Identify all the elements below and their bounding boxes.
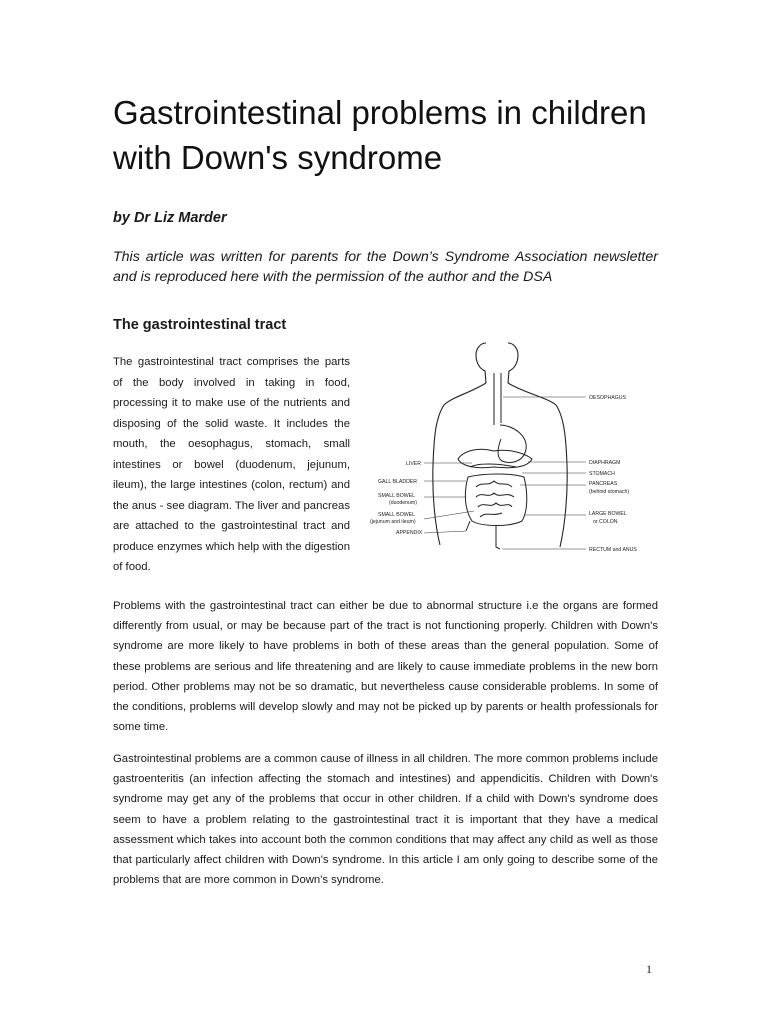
author-byline: by Dr Liz Marder [113,210,227,226]
body-outline [433,343,567,547]
label-diaphragm: DIAPHRAGM [589,460,621,466]
label-stomach: STOMACH [589,471,615,477]
intro-note: This article was written for parents for the Down’s Syndrome Association newsletter and is reproduced here with the permission of the author and the DSA [113,249,658,285]
tract-paragraph: The gastrointestinal tract comprises the parts of the body involved in taking in food, processing it to make use of the nutrients and disposing of the solid waste. It includes the mouth, the oesophagus, stomach, small intestines or bowel (duodenum, jejunum, ileum), the large intestines (colon, rectum) and the anus - see diagram. The liver and pancreas are attached to the gastrointestinal tract and produce enzymes which help with the digestion of food. [113,356,350,573]
label-oesophagus: OESOPHAGUS [589,395,626,401]
digestive-organs [458,373,532,549]
page-title: Gastrointestinal problems in children with Down's syndrome [113,94,647,176]
label-small-bowel-jejunum-note: (jejunum and ileum) [370,519,416,525]
section-heading: The gastrointestinal tract [113,317,287,333]
label-large-bowel-note: or COLON [593,519,618,525]
label-pancreas-note: (behind stomach) [589,489,630,495]
label-gall-bladder: GALL BLADDER [378,479,418,485]
label-rectum-anus: RECTUM and ANUS [589,547,637,553]
body-paragraph-1: Problems with the gastrointestinal tract can either be due to abnormal structure i.e the organs are formed differently from usual, or may be because part of the tract is not functioning properly. Children with Down's syndrome are more likely to have problems in both of these areas than the general population. Some of these problems are serious and life threatening and are likely to cause immediate problems in the new born period. Other problems may not be so dramatic, but nevertheless cause considerable problems. In some of the conditions, problems will develop slowly and may not be picked up by parents or health professionals for some time. [113,600,658,734]
body-paragraph-2: Gastrointestinal problems are a common cause of illness in all children. The more common problems include gastroenteritis (an infection affecting the stomach and intestines) and appendicitis. Children with Down's syndrome may get any of the problems that occur in other children. If a child with Down's syndrome does seem to have a problem relating to the gastrointestinal tract it is important that they have a medical assessment which takes into account both the common conditions that may affect any child as well as those that particularly affect children with Down's syndrome. In this article I am only going to describe some of the problems that are more common in Down's syndrome. [113,753,658,887]
label-appendix: APPENDIX [396,530,423,536]
digestive-system-illustration [362,335,662,570]
page-number: 1 [646,962,652,976]
label-small-bowel-duodenum: SMALL BOWEL [378,493,415,499]
label-small-bowel-jejunum: SMALL BOWEL [378,512,415,518]
label-pancreas: PANCREAS [589,481,618,487]
label-liver: LIVER [406,461,421,467]
label-large-bowel: LARGE BOWEL [589,511,627,517]
digestive-system-diagram [362,335,662,570]
label-small-bowel-duodenum-note: (duodenum) [389,500,417,506]
